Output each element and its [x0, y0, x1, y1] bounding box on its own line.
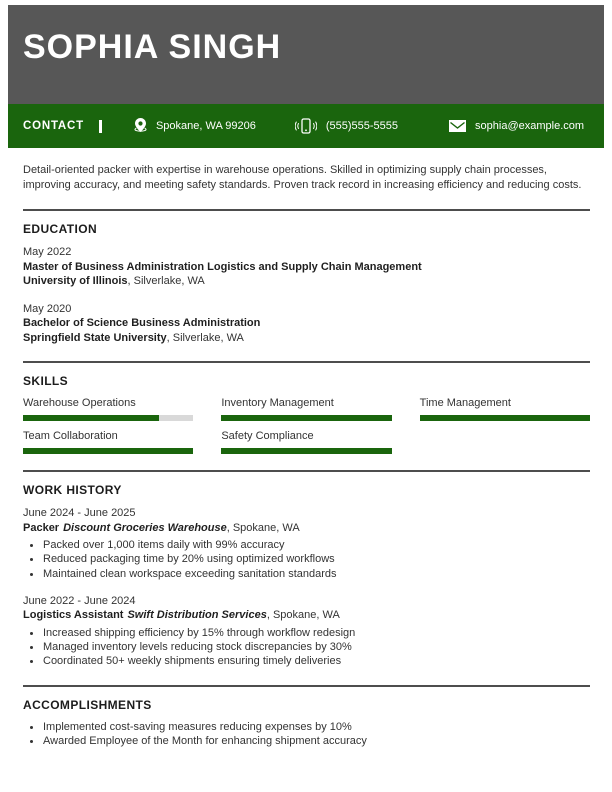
section-divider — [23, 470, 590, 472]
job-bullet: • Packed over 1,000 items daily with 99% accuracy — [42, 538, 590, 552]
education-location: , Silverlake, WA — [127, 275, 205, 287]
education-school-line — [23, 331, 590, 346]
skill-item — [23, 397, 193, 421]
job-company: Discount Groceries Warehouse — [63, 521, 227, 534]
job-bullet-list — [23, 538, 590, 581]
accomplishments-section-title: ACCOMPLISHMENTS — [23, 697, 152, 712]
job-bullet: • Managed inventory levels reducing stock discrepancies by 30% — [42, 640, 590, 654]
job-location: , Spokane, WA — [226, 521, 300, 534]
skill-label: Safety Compliance — [221, 430, 314, 442]
job-entry — [23, 594, 590, 669]
skill-item — [221, 430, 391, 454]
job-bullet: • Increased shipping efficiency by 15% through workflow redesign — [42, 626, 590, 640]
skill-bar-track — [23, 448, 193, 454]
job-bullet-list — [23, 626, 590, 669]
candidate-name: SOPHIA SINGH — [23, 27, 282, 66]
education-entry — [23, 302, 590, 346]
job-title-line — [23, 521, 590, 536]
job-location: , Spokane, WA — [266, 609, 340, 622]
name-header — [8, 5, 604, 104]
job-dates: June 2022 - June 2024 — [23, 594, 136, 607]
skill-bar-track — [221, 448, 391, 454]
education-section-title: EDUCATION — [23, 222, 98, 236]
section-divider — [23, 685, 590, 687]
skill-label: Team Collaboration — [23, 430, 118, 442]
contact-label: CONTACT — [23, 120, 84, 132]
education-school: Springfield State University — [23, 331, 167, 344]
skills-grid — [23, 397, 590, 454]
contact-phone: (555)555-5555 — [325, 120, 399, 132]
skill-bar-track — [420, 415, 590, 421]
skill-label: Time Management — [419, 397, 511, 409]
skill-bar-track — [23, 415, 193, 421]
contact-separator — [99, 120, 102, 133]
education-date: May 2022 — [23, 246, 72, 258]
skill-label: Inventory Management — [221, 397, 334, 409]
contact-bar — [8, 104, 604, 148]
education-school-line — [23, 274, 590, 289]
section-divider — [23, 361, 590, 363]
job-title-line — [23, 608, 590, 623]
skill-item — [420, 397, 590, 421]
education-entry — [23, 245, 590, 289]
education-school: University of Illinois — [23, 275, 128, 287]
job-bullet: • Maintained clean workspace exceeding sanitation standards — [42, 567, 590, 581]
job-dates: June 2024 - June 2025 — [23, 507, 136, 519]
job-role: Packer — [23, 521, 60, 534]
job-bullet: • Coordinated 50+ weekly shipments ensuring timely deliveries — [42, 654, 590, 668]
education-location: , Silverlake, WA — [166, 331, 244, 344]
job-bullet: • Reduced packaging time by 20% using optimized workflows — [42, 552, 590, 566]
email-envelope-icon — [449, 120, 466, 132]
skill-bar-track — [221, 415, 391, 421]
accomplishment-bullet: • Awarded Employee of the Month for enhancing shipment accuracy — [42, 734, 590, 748]
skill-bar-fill — [23, 448, 193, 454]
skill-bar-fill — [420, 415, 590, 421]
phone-icon — [295, 118, 317, 134]
skill-bar-fill — [221, 448, 391, 454]
section-divider — [23, 209, 590, 211]
accomplishment-bullet: • Implemented cost-saving measures reducing expenses by 10% — [42, 720, 590, 734]
skill-bar-fill — [23, 415, 159, 421]
skill-item — [221, 397, 391, 421]
skill-item — [23, 430, 193, 454]
location-pin-icon — [134, 118, 147, 135]
skills-section-title: SKILLS — [23, 374, 69, 388]
resume-body — [8, 163, 604, 748]
skill-label: Warehouse Operations — [23, 397, 136, 409]
education-date: May 2020 — [23, 302, 72, 315]
job-entry — [23, 506, 590, 581]
job-role: Logistics Assistant — [23, 609, 124, 622]
education-degree: Master of Business Administration Logistics and Supply Chain Management — [23, 260, 422, 273]
accomplishments-list — [23, 720, 590, 749]
education-degree: Bachelor of Science Business Administration — [23, 317, 261, 329]
contact-location: Spokane, WA 99206 — [155, 120, 256, 132]
skill-bar-fill — [221, 415, 391, 421]
professional-summary: Detail-oriented packer with expertise in warehouse operations. Skilled in optimizing supply chain processes, improving accuracy, and meeting safety standards. Proven track record in increasing efficiency and reducing costs. — [23, 164, 582, 191]
contact-email: sophia@example.com — [475, 120, 585, 132]
job-company: Swift Distribution Services — [127, 609, 267, 622]
work-history-section-title: WORK HISTORY — [23, 483, 122, 497]
